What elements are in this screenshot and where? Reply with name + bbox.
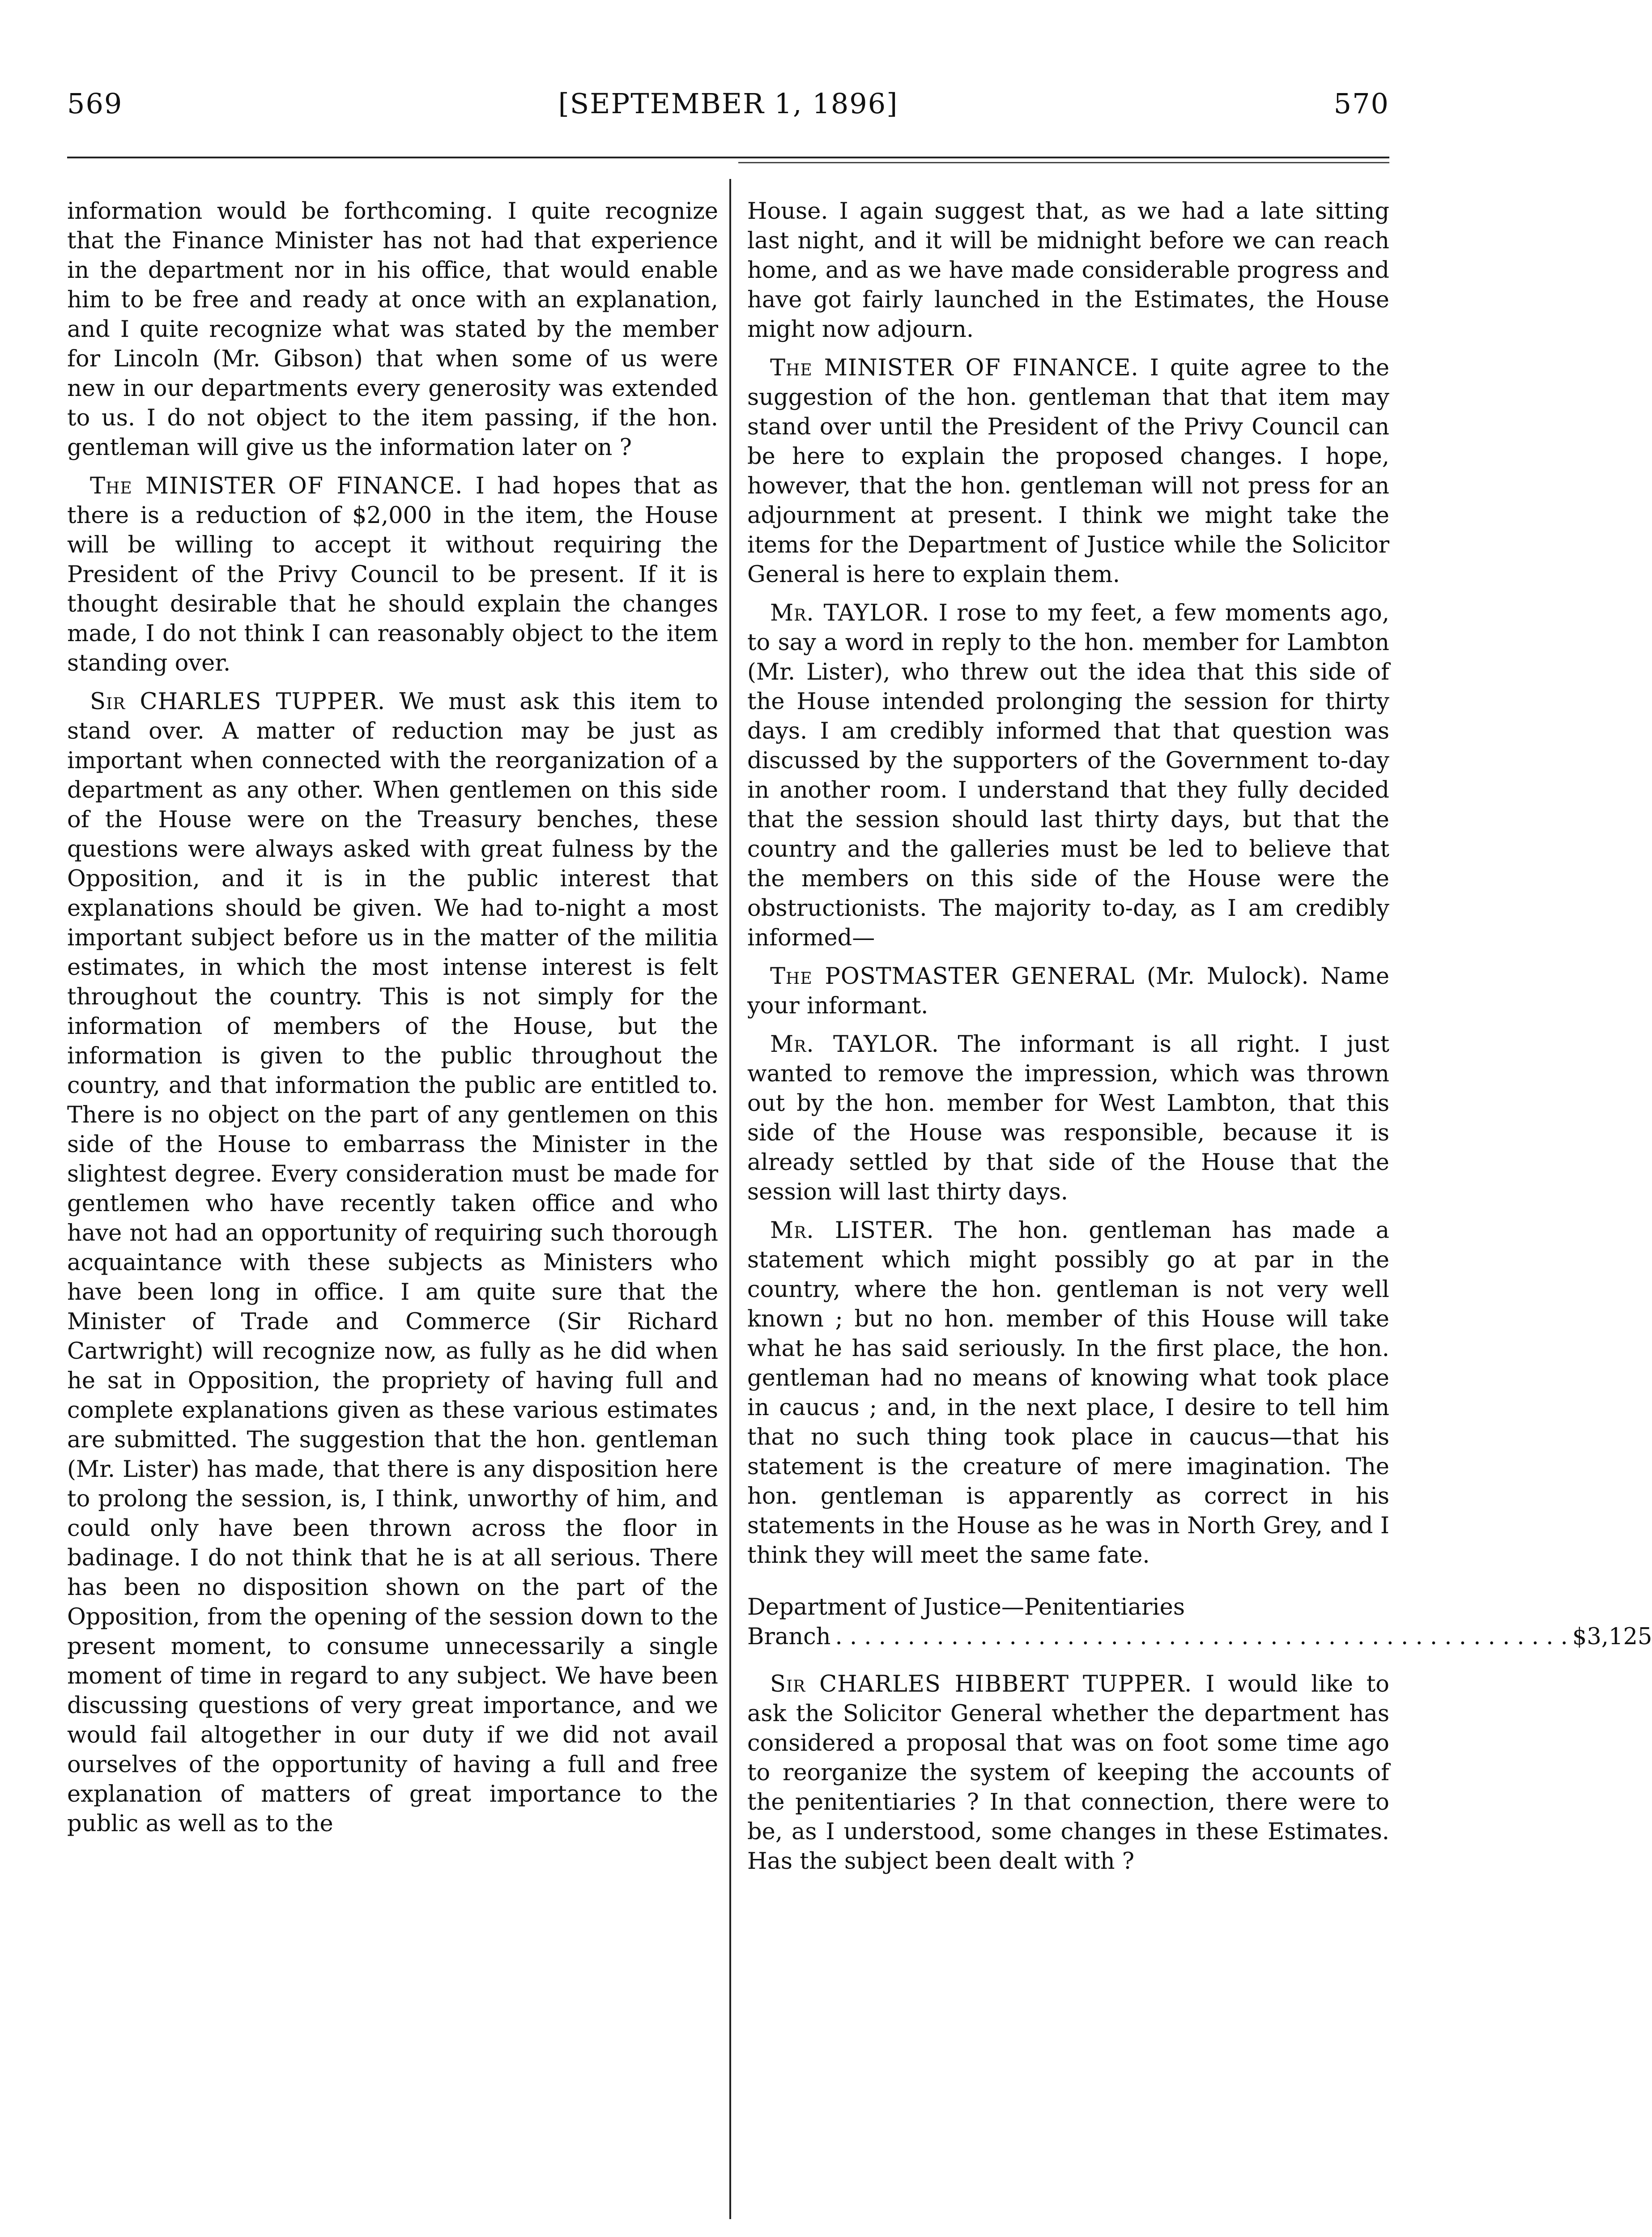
estimate-item-row — [747, 1622, 1652, 1652]
leader-dots: . . . . . . . . . . . . . . . . . . . . . . . . . . . . . . . . . . . . . . . . . . . . . . . . . . . — [835, 1624, 1568, 1650]
right-column — [747, 197, 1652, 1885]
running-header — [67, 87, 1389, 132]
left-column — [67, 197, 718, 1848]
paragraph: The POSTMASTER GENERAL (Mr. Mulock). Name your informant. — [747, 963, 1390, 1019]
paragraph: The MINISTER OF FINANCE. I quite agree to the suggestion of the hon. gentleman that that item may stand over until the President of the Privy Council can be here to explain the proposed changes. I hope, however, that the hon. gentleman will not press for an adjournment at present. I think we might take the items for the Department of Justice while the Solicitor General is here to explain them. — [747, 355, 1389, 588]
left-page-number: 569 — [67, 87, 123, 120]
speaker-name: The MINISTER OF FINANCE. — [770, 355, 1139, 381]
paragraph: The MINISTER OF FINANCE. I had hopes that as there is a reduction of $2,000 in the item, the House will be willing to accept it without requiring the President of the Privy Council to be present. If it is thought desirable that he should explain the changes made, I do not think I can reasonably object to the item standing over. — [67, 473, 718, 676]
right-page-number: 570 — [1333, 87, 1389, 120]
speaker-name: Mr. TAYLOR. — [770, 1031, 939, 1058]
column-separator — [729, 179, 731, 2219]
paragraph: Sir CHARLES TUPPER. We must ask this item to stand over. A matter of reduction may be just as important when connected with the reorganization of a department as any other. When gentlemen on this side of the House were on the Treasury benches, these questions were always asked with great fulness by the Opposition, and it is in the public interest that explanations should be given. We had to-night a most important subject before us in the matter of the militia estimates, in which the most intense interest is felt throughout the country. This is not simply for the information of members of the House, but the information is given to the public throughout the country, and that information the public are entitled to. There is no object on the part of any gentlemen on this side of the House to embarrass the Minister in the slightest degree. Every consideration must be made for gentlemen who have recently taken office and who have not had an opportunity of requiring such thorough acquaintance with these subjects as Ministers who have been long in office. I am quite sure that the Minister of Trade and Commerce (Sir Richard Cartwright) will recognize now, as fully as he did when he sat in Opposition, the propriety of having full and complete explanations given as these various estimates are submitted. The suggestion that the hon. gentleman (Mr. Lister) has made, that there is any disposition here to prolong the session, is, I think, unworthy of him, and could only have been thrown across the floor in badinage. I do not think that he is at all serious. There has been no disposition shown on the part of the Opposition, from the opening of the session down to the present moment, to consume unnecessarily a single moment of time in regard to any subject. We have been discussing questions of very great importance, and we would fail altogether in our duty if we did not avail ourselves of the opportunity of having a full and free explanation of matters of great importance to the public as well as to the — [67, 689, 718, 1837]
paragraph: Mr. TAYLOR. The informant is all right. I just wanted to remove the impression, which was thrown out by the hon. member for West Lambton, that this side of the House was responsible, because it is already settled by that side of the House that the session will last thirty days. — [747, 1031, 1389, 1205]
header-rule — [67, 157, 1389, 158]
speaker-name: Sir CHARLES TUPPER. — [90, 689, 386, 715]
header-rule-secondary — [738, 162, 1389, 163]
paragraph: Mr. TAYLOR. I rose to my feet, a few moments ago, to say a word in reply to the hon. member for Lambton (Mr. Lister), who threw out the idea that this side of the House intended prolonging the session for thirty days. I am credibly informed that that question was discussed by the supporters of the Government to-day in another room. I understand that they fully decided that the session should last thirty days, but that the country and the galleries must be led to believe that the members on this side of the House were the obstructionists. The majority to-day, as I am credibly informed— — [747, 600, 1389, 951]
estimate-entry — [747, 1593, 1652, 1652]
speaker-name: The MINISTER OF FINANCE. — [90, 473, 463, 499]
speaker-name: The POSTMASTER GENERAL — [770, 963, 1135, 990]
speaker-name: Sir CHARLES HIBBERT TUPPER. — [770, 1671, 1192, 1697]
paragraph: House. I again suggest that, as we had a late sitting last night, and it will be midnight before we can reach home, and as we have made considerable progress and have got fairly launched in the Estimates, the House might now adjourn. — [747, 198, 1389, 343]
estimate-item-branch: Branch — [747, 1624, 831, 1650]
speaker-name: Mr. LISTER. — [770, 1217, 934, 1244]
speaker-name: Mr. TAYLOR. — [770, 600, 930, 626]
estimate-item-label: Department of Justice—Penitentiaries — [747, 1594, 1185, 1620]
paragraph: Sir CHARLES HIBBERT TUPPER. I would like to ask the Solicitor General whether the department has considered a proposal that was on foot some time ago to reorganize the system of keeping the accounts of the penitentiaries ? In that connection, there were to be, as I understood, some changes in these Estimates. Has the subject been dealt with ? — [747, 1671, 1389, 1875]
header-date: [SEPTEMBER 1, 1896] — [558, 87, 898, 120]
paragraph: information would be forthcoming. I quite recognize that the Finance Minister has not had that experience in the department nor in his office, that would enable him to be free and ready at once with an explanation, and I quite recognize what was stated by the member for Lincoln (Mr. Gibson) that when some of us were new in our departments every generosity was extended to us. I do not object to the item passing, if the hon. gentleman will give us the information later on ? — [67, 198, 718, 461]
estimate-amount: $3,125 — [1572, 1624, 1652, 1650]
paragraph: Mr. LISTER. The hon. gentleman has made a statement which might possibly go at par in the country, where the hon. gentleman is not very well known ; but no hon. member of this House will take what he has said seriously. In the first place, the hon. gentleman had no means of knowing what took place in caucus ; and, in the next place, I desire to tell him that no such thing took place in caucus—that his statement is the creature of mere imagination. The hon. gentleman is apparently as correct in his statements in the House as he was in North Grey, and I think they will meet the same fate. — [747, 1217, 1389, 1569]
